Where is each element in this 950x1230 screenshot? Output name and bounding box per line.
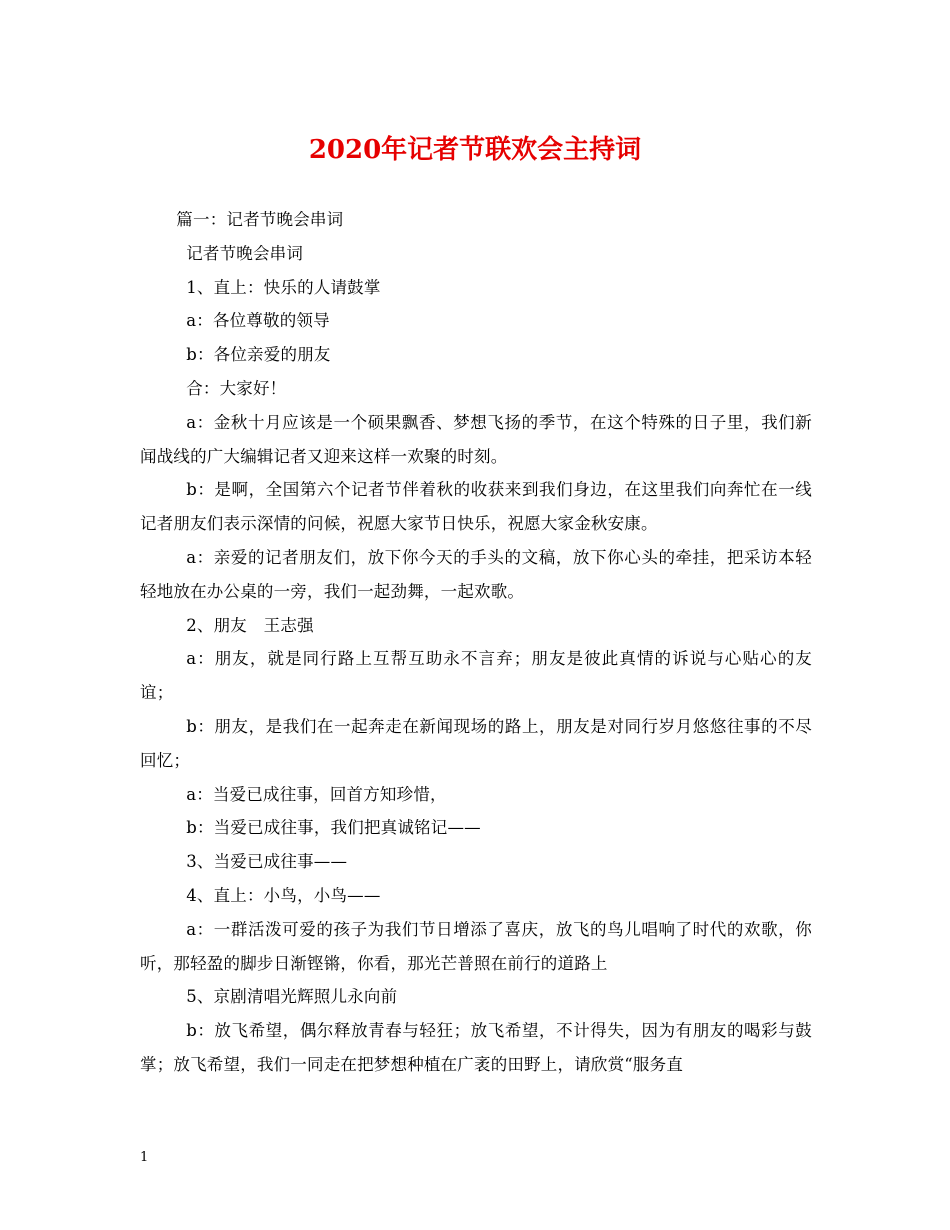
- paragraph: a：金秋十月应该是一个硕果飘香、梦想飞扬的季节，在这个特殊的日子里，我们新闻战线的广大编辑记者又迎来这样一欢聚的时刻。: [140, 412, 812, 466]
- paragraph: b：当爱已成往事，我们把真诚铭记——: [186, 818, 481, 838]
- paragraph: a：当爱已成往事，回首方知珍惜，: [186, 784, 447, 804]
- paragraph: 篇一：记者节晚会串词: [176, 210, 344, 229]
- paragraph: 5、京剧清唱光辉照儿永向前: [186, 987, 398, 1007]
- page-number: 1: [140, 1150, 149, 1165]
- paragraph: 2、朋友 王志强: [186, 615, 314, 635]
- document-body: [140, 203, 812, 1082]
- paragraph: a：各位尊敬的领导: [186, 311, 330, 331]
- document-title: 2020年记者节联欢会主持词: [308, 135, 642, 165]
- paragraph: 合：大家好！: [186, 378, 287, 398]
- paragraph: b：是啊，全国第六个记者节伴着秋的收获来到我们身边，在这里我们向奔忙在一线记者朋友们表示深情的问候，祝愿大家节日快乐，祝愿大家金秋安康。: [140, 480, 812, 534]
- paragraph: a：亲爱的记者朋友们，放下你今天的手头的文稿，放下你心头的牵挂，把采访本轻轻地放在办公桌的一旁，我们一起劲舞，一起欢歌。: [140, 547, 812, 601]
- paragraph: b：各位亲爱的朋友: [186, 345, 331, 365]
- paragraph: b：放飞希望，偶尔释放青春与轻狂；放飞希望，不计得失，因为有朋友的喝彩与鼓掌；放飞希望，我们一同走在把梦想种植在广袤的田野上，请欣赏“服务直: [140, 1021, 812, 1074]
- paragraph: b：朋友，是我们在一起奔走在新闻现场的路上，朋友是对同行岁月悠悠往事的不尽回忆；: [140, 716, 812, 770]
- paragraph: 1、直上：快乐的人请鼓掌: [186, 277, 381, 297]
- paragraph: 4、直上：小鸟，小鸟——: [186, 885, 381, 905]
- paragraph: 记者节晚会串词: [186, 243, 304, 263]
- paragraph: a：朋友，就是同行路上互帮互助永不言弃；朋友是彼此真情的诉说与心贴心的友谊；: [140, 649, 812, 703]
- paragraph: 3、当爱已成往事——: [186, 852, 348, 872]
- paragraph: a：一群活泼可爱的孩子为我们节日增添了喜庆，放飞的鸟儿唱响了时代的欢歌，你听，那轻盈的脚步日渐铿锵，你看，那光芒普照在前行的道路上: [140, 919, 812, 973]
